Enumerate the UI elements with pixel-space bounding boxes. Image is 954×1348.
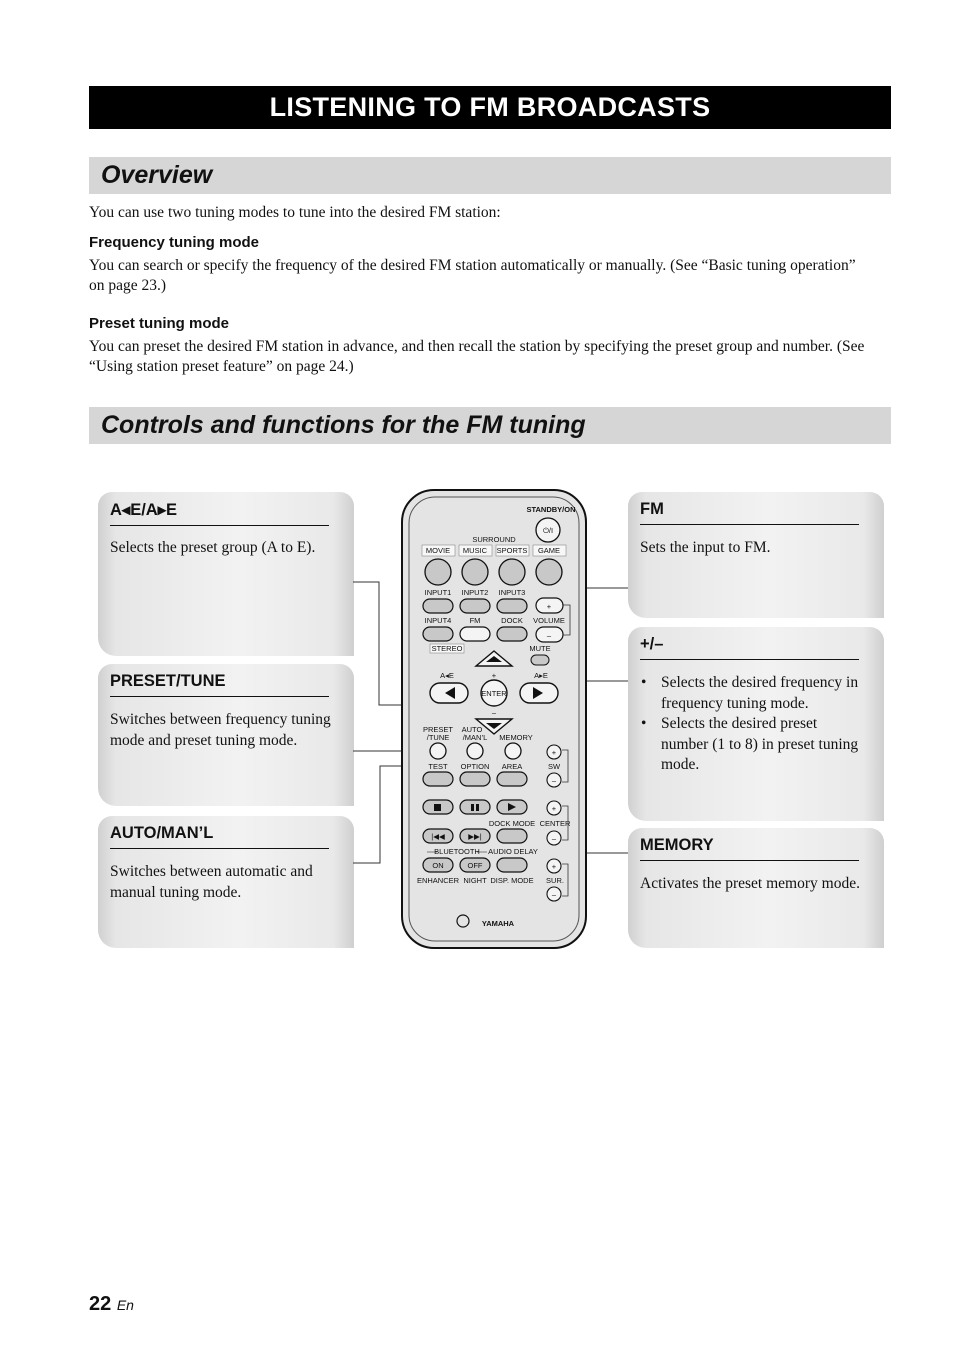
on-label: ON [432,861,444,870]
enhancer-label: ENHANCER [416,876,460,885]
group-left-label: A◂E [440,671,454,680]
auto-manl-label: AUTO /MAN’L [461,725,488,742]
language-code: En [116,1297,134,1313]
dock-mode-button[interactable] [497,829,527,843]
callout-title: A◂E/A▸E [110,500,329,526]
center-label: CENTER [539,819,571,828]
movie-button[interactable] [425,559,451,585]
controls-heading: Controls and functions for the FM tuning [89,407,891,444]
sw-label: SW [547,762,561,771]
page-title: LISTENING TO FM BROADCASTS [89,86,891,129]
memory-label: MEMORY [499,733,533,742]
game-label: GAME [537,546,561,555]
option-button[interactable] [460,772,490,786]
list-item: • Selects the desired preset number (1 to 8) in preset tuning mode. [640,714,865,776]
callout-text: Selects the preset group (A to E). [110,539,316,556]
next-icon: ▶▶| [468,832,482,841]
svg-text:+: + [551,748,557,757]
disp-mode-label: DISP. MODE [490,876,534,885]
game-button[interactable] [536,559,562,585]
option-label: OPTION [460,762,490,771]
page-number [89,1293,134,1316]
preset-mode-heading: Preset tuning mode [89,315,230,332]
auto-manl-button[interactable] [467,743,483,759]
frequency-mode-heading: Frequency tuning mode [89,234,260,251]
bluetooth-label: BLUETOOTH [434,847,480,856]
callout-title: +/– [640,635,859,660]
memory-button[interactable] [505,743,521,759]
standby-label: STANDBY/ON [526,505,576,514]
power-icon: ⏻/I [542,526,554,535]
previous-icon: |◀◀ [431,832,445,841]
svg-text:+: + [551,804,557,813]
mute-label: MUTE [529,644,551,653]
fm-button[interactable] [460,627,490,641]
sports-button[interactable] [499,559,525,585]
frequency-mode-text: You can search or specify the frequency of the desired FM station automatically or manually. (See “Basic tuning operation” on page 23.) [89,257,856,294]
overview-heading: Overview [89,157,891,194]
movie-label: MOVIE [425,546,451,555]
callout-title: MEMORY [640,836,859,861]
night-label: NIGHT [463,876,487,885]
input3-label: INPUT3 [498,588,526,597]
dock-button[interactable] [497,627,527,641]
preset-tune-label: PRESET /TUNE [422,725,454,742]
overview-intro: You can use two tuning modes to tune into the desired FM station: [89,204,501,221]
callout-text: Activates the preset memory mode. [640,875,860,892]
mute-button[interactable] [531,655,549,665]
list-item: • Selects the desired frequency in frequency tuning mode. [640,673,865,714]
svg-text:–: – [551,890,557,899]
music-label: MUSIC [462,546,488,555]
surround-label: SURROUND [472,535,516,544]
stereo-label: STEREO [431,644,463,653]
callout-text: Switches between frequency tuning mode and preset tuning mode. [110,711,331,749]
test-button[interactable] [423,772,453,786]
pause-icon [471,804,474,811]
minus-icon: – [546,631,552,640]
test-label: TEST [428,762,448,771]
brand-logo: YAMAHA [481,919,515,928]
fm-label: FM [469,616,481,625]
area-label: AREA [501,762,523,771]
callout-text: Sets the input to FM. [640,539,771,556]
preset-mode-text: You can preset the desired FM station in advance, and then recall the station by specifying the preset group and number. (See “Using station preset feature” on page 24.) [89,338,865,375]
off-label: OFF [467,861,483,870]
svg-text:–: – [551,834,557,843]
music-button[interactable] [462,559,488,585]
page-number-value: 22 [89,1293,112,1315]
input2-label: INPUT2 [461,588,489,597]
callout-title: FM [640,500,859,525]
sur-label: SUR. [546,876,564,885]
stop-icon [434,804,441,811]
audio-delay-label: AUDIO DELAY [488,847,538,856]
audio-delay-button[interactable] [497,858,527,872]
input1-button[interactable] [423,599,453,613]
sports-label: SPORTS [496,546,528,555]
plus-icon: + [546,602,552,611]
callout-text: Switches between automatic and manual tuning mode. [110,863,313,901]
callout-title: AUTO/MAN’L [110,824,329,849]
volume-label: VOLUME [533,616,565,625]
dock-mode-label: DOCK MODE [488,819,536,828]
preset-tune-button[interactable] [430,743,446,759]
group-right-label: A▸E [534,671,548,680]
svg-text:–: – [551,776,557,785]
remote-plus-label: + [491,671,497,680]
input1-label: INPUT1 [424,588,452,597]
input4-label: INPUT4 [424,616,452,625]
dock-label: DOCK [501,616,523,625]
enter-label: ENTER [481,689,507,698]
input3-button[interactable] [497,599,527,613]
callout-title: PRESET/TUNE [110,672,329,697]
svg-text:+: + [551,862,557,871]
input2-button[interactable] [460,599,490,613]
pause-button[interactable] [460,800,490,814]
input4-button[interactable] [423,627,453,641]
remote-minus-label: – [491,708,497,717]
area-button[interactable] [497,772,527,786]
